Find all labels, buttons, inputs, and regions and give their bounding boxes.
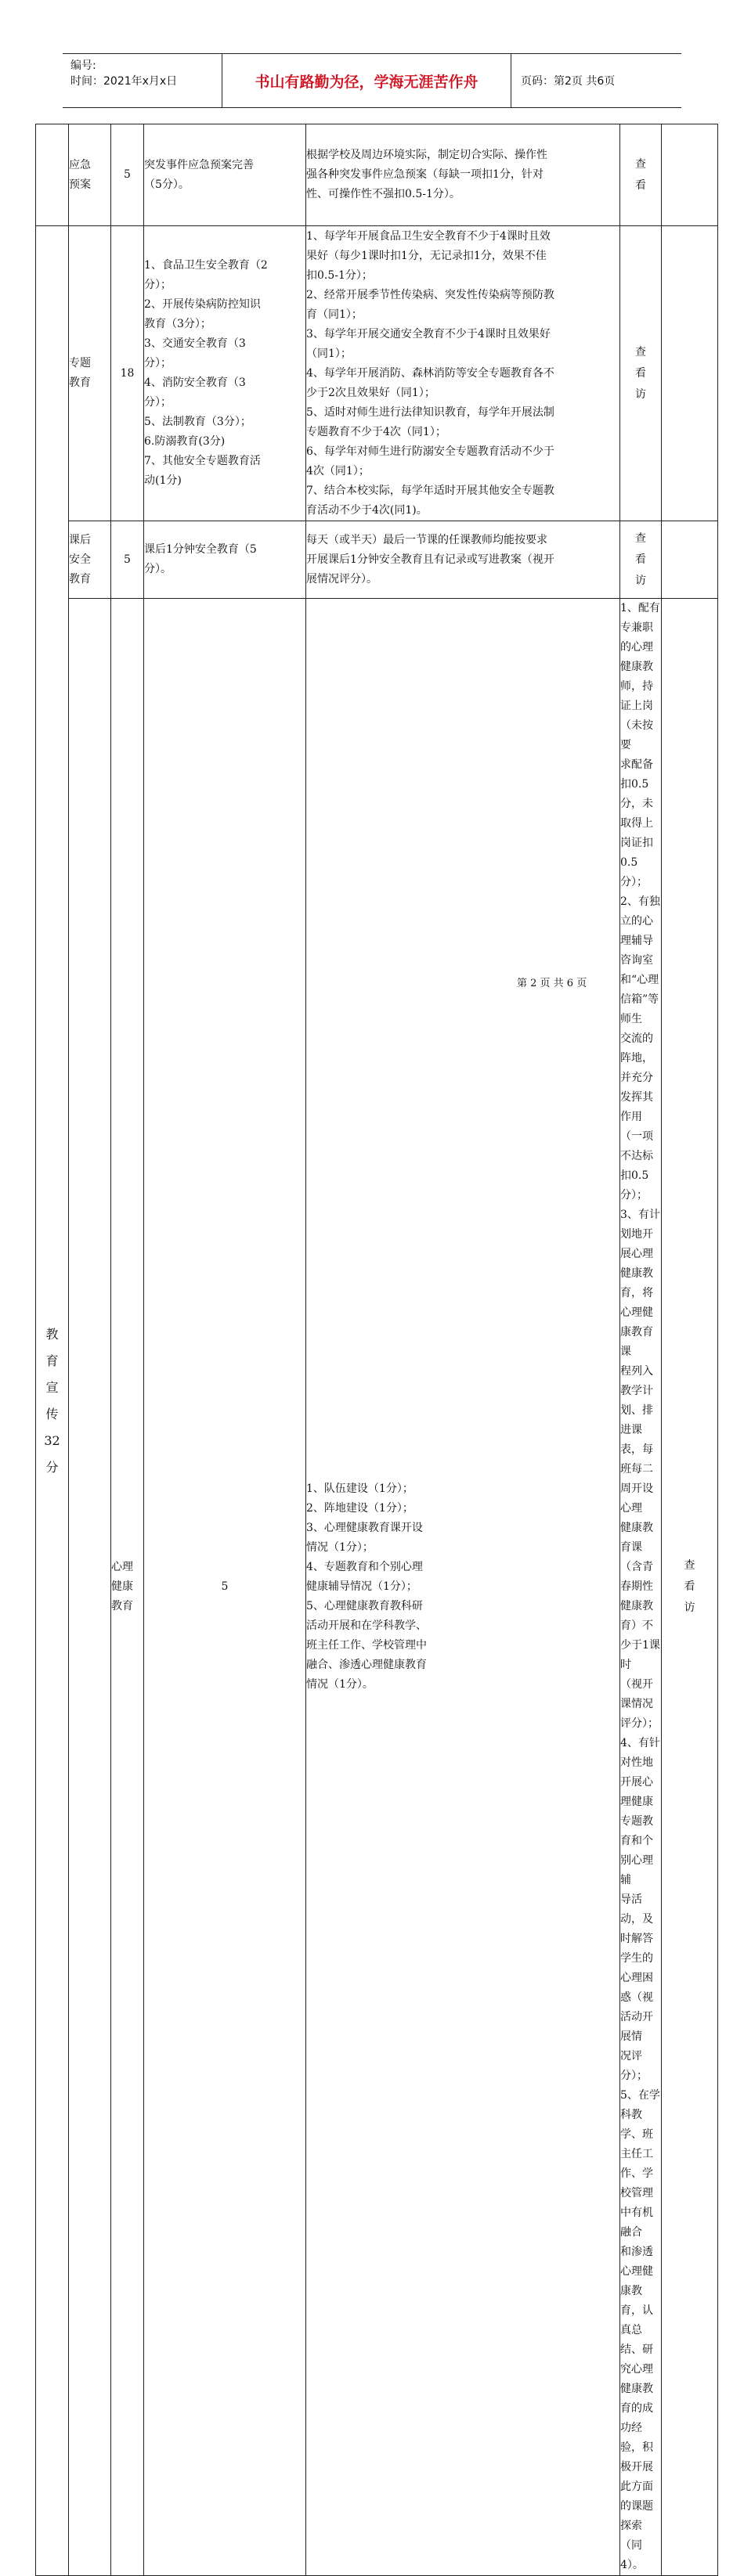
method-text: 查 (684, 1559, 695, 1572)
method-text: 看 (635, 366, 646, 380)
method-text: 看 (684, 1580, 695, 1593)
standard-text: 班主任工作、学校管理中 (306, 1639, 427, 1652)
standard-text: 7、其他安全专题教育活 (144, 455, 261, 467)
standard-text: 4、消防安全教育（3 (144, 376, 246, 389)
item-text: 预案 (69, 178, 91, 191)
remark-cell (662, 521, 718, 599)
description-text: 程列入教学计划、排进课表，每班每二周开设心理 (620, 1365, 653, 1515)
standard-text: 2、开展传染病防控知识 (144, 298, 261, 311)
standard-text: 2、阵地建设（1分）； (306, 1502, 414, 1515)
standard-cell (144, 124, 306, 226)
standard-text: 动(1分) (144, 474, 182, 487)
description-text: 3、有计划地开展心理健康教育，将心理健康教育课 (620, 1209, 660, 1358)
description-text: （同1）； (306, 347, 352, 360)
description-text: 扣0.5-1分）； (306, 268, 373, 282)
description-text: 4、有针对性地开展心理健康专题教育和个别心理辅 (620, 1737, 660, 1886)
table-row (36, 124, 718, 226)
header-page-info: 页码：第2页 共6页 (521, 75, 616, 88)
score-cell: 5 (144, 599, 306, 2576)
description-text: 7、结合本校实际，每学年适时开展其他安全专题教 (306, 484, 554, 497)
method-text: 访 (635, 387, 646, 401)
method-cell (620, 124, 662, 226)
item-text: 健康 (111, 1580, 133, 1593)
standard-text: 健康辅导情况（1分）； (306, 1580, 417, 1593)
item-text: 教育 (69, 572, 91, 585)
method-text: 查 (635, 345, 646, 358)
description-text: 展情况评分）。 (306, 572, 377, 585)
standard-text: 情况（1分）。 (306, 1678, 374, 1691)
description-text: 专题教育不少于4次（同1）； (306, 425, 446, 438)
score-cell: 18 (111, 226, 144, 521)
table-row (36, 599, 718, 2576)
method-text: 看 (635, 178, 646, 192)
standard-text: 分）； (144, 396, 172, 409)
description-text: 3、每学年开展交通安全教育不少于4课时且效果好 (306, 327, 551, 340)
description-text: 2、有独立的心理辅导咨询室和“心理信箱”等师生 (620, 895, 660, 1025)
item-text: 专题 (69, 357, 91, 369)
table-row (36, 521, 718, 599)
method-text: 访 (635, 574, 646, 587)
description-text: 育（同1）； (306, 308, 363, 321)
description-text: 健康教育课（含青春期性健康教育）不少于1课时 (620, 1522, 660, 1671)
description-text: 和渗透心理健康教育，认真总结、研究心理健康教 (620, 2246, 653, 2395)
description-text: 分）； (620, 1189, 648, 1202)
remark-cell (662, 124, 718, 226)
standard-text: 1、队伍建设（1分）； (306, 1483, 414, 1495)
item-text: 教育 (111, 1600, 133, 1612)
method-text: 查 (635, 157, 646, 171)
description-text: 交流的阵地，并充分发挥其作用（一项不达标扣0.5 (620, 1032, 653, 1182)
description-text: 强各种突发事件应急预案（每缺一项扣1分，针对 (306, 168, 544, 181)
standard-text: 3、交通安全教育（3 (144, 337, 246, 350)
page-header (63, 53, 681, 108)
score-cell: 5 (111, 124, 144, 226)
description-text: 6、每学年对师生进行防溺安全专题教育活动不少于 (306, 445, 554, 458)
standard-text: （5分）。 (144, 178, 190, 191)
remark-cell (662, 226, 718, 521)
item-text: 教育 (69, 376, 91, 389)
description-text: 育活动不少于4次(同1)。 (306, 503, 428, 517)
standard-text: 突发事件应急预案完善 (144, 158, 254, 171)
description-cell (306, 124, 620, 226)
item-cell (69, 226, 111, 521)
page-footer: 第 2 页 共 6 页 (517, 978, 587, 989)
description-text: 少于2次且效果好（同1）； (306, 386, 435, 399)
standard-text: 活动开展和在学科教学、 (306, 1619, 427, 1632)
category-text: 传 (45, 1406, 59, 1421)
description-text: 每天（或半天）最后一节课的任课教师均能按要求 (306, 533, 547, 546)
method-cell (620, 226, 662, 521)
description-text: 4、每学年开展消防、森林消防等安全专题教育各不 (306, 366, 554, 380)
standard-cell (144, 226, 306, 521)
method-cell (662, 599, 718, 2576)
table-row (36, 226, 718, 521)
header-page-cell (511, 54, 681, 107)
item-text: 心理 (111, 1561, 133, 1573)
description-text: 5、适时对师生进行法律知识教育，每学年开展法制 (306, 405, 554, 419)
header-motto: 书山有路勤为径，学海无涯苦作舟 (255, 73, 479, 91)
description-text: 根据学校及周边环境实际，制定切合实际、操作性 (306, 149, 547, 161)
description-text: 2、经常开展季节性传染病、突发性传染病等预防教 (306, 288, 554, 301)
description-cell (620, 599, 662, 2576)
item-text: 应急 (69, 158, 91, 171)
standard-text: 1、食品卫生安全教育（2 (144, 259, 268, 272)
standard-text: 融合、渗透心理健康教育 (306, 1659, 427, 1671)
score-cell: 5 (111, 521, 144, 599)
category-text: 教 (45, 1326, 59, 1342)
standard-text: 情况（1分）； (306, 1541, 374, 1554)
description-text: 1、配有专兼职的心理健康教师，持证上岗（未按要 (620, 602, 660, 751)
category-cell-continued (36, 124, 69, 226)
category-cell-continued (69, 599, 111, 2576)
document-number-label: 编号: (70, 59, 96, 72)
standard-text: 6.防溺教育(3分) (144, 435, 226, 448)
standard-cell (306, 599, 620, 2576)
category-text: 32 (44, 1432, 60, 1448)
category-text: 宣 (45, 1379, 59, 1395)
item-text: 课后 (69, 533, 91, 546)
description-text: 育的成功经验，积极开展此方面的课题探索（同 (620, 2402, 653, 2552)
category-cell (36, 226, 69, 2576)
standard-text: 5、法制教育（3分）； (144, 416, 251, 428)
description-cell (306, 226, 620, 521)
description-text: （视开课情况评分）； (620, 1678, 659, 1730)
method-cell (620, 521, 662, 599)
description-text: 开展课后1分钟安全教育且有记录或写进教案（视开 (306, 553, 554, 566)
item-text: 安全 (69, 553, 91, 566)
standard-text: 教育（3分）； (144, 318, 211, 330)
standard-cell (144, 521, 306, 599)
standard-text: 3、心理健康教育课开设 (306, 1522, 423, 1534)
description-text: 5、在学科教学、班主任工作、学校管理中有机融合 (620, 2089, 660, 2239)
description-cell (306, 521, 620, 599)
description-text: 果好（每少1课时扣1分，无记录扣1分，效果不佳 (306, 249, 547, 262)
description-text: 4）。 (620, 2559, 644, 2571)
category-text: 分 (45, 1459, 59, 1475)
standard-text: 课后1分钟安全教育（5 (144, 543, 257, 556)
standard-text: 分）； (144, 279, 172, 291)
item-cell (111, 599, 144, 2576)
description-text: 导活动，及时解答学生的心理困惑（视活动开展情 (620, 1893, 653, 2043)
method-text: 访 (684, 1601, 695, 1614)
description-text: 求配备扣0.5分，未取得上岗证扣0.5分）； (620, 758, 653, 888)
category-text: 育 (45, 1353, 59, 1368)
evaluation-table (35, 124, 718, 2576)
description-text: 性、可操作性不强扣0.5-1分）。 (306, 188, 460, 200)
method-text: 查 (635, 531, 646, 545)
header-motto-cell (222, 54, 511, 107)
standard-text: 分）； (144, 357, 172, 369)
description-text: 1、每学年开展食品卫生安全教育不少于4课时且效 (306, 229, 551, 243)
description-text: 况评分）； (620, 2050, 648, 2082)
header-meta (63, 54, 222, 107)
standard-text: 5、心理健康教育教科研 (306, 1600, 423, 1612)
document-time-label: 时间：2021年x月x日 (70, 75, 178, 88)
item-cell (69, 521, 111, 599)
standard-text: 分）。 (144, 563, 172, 575)
item-cell (69, 124, 111, 226)
description-text: 4次（同1）； (306, 464, 370, 477)
method-text: 看 (635, 553, 646, 566)
standard-text: 4、专题教育和个别心理 (306, 1561, 423, 1573)
